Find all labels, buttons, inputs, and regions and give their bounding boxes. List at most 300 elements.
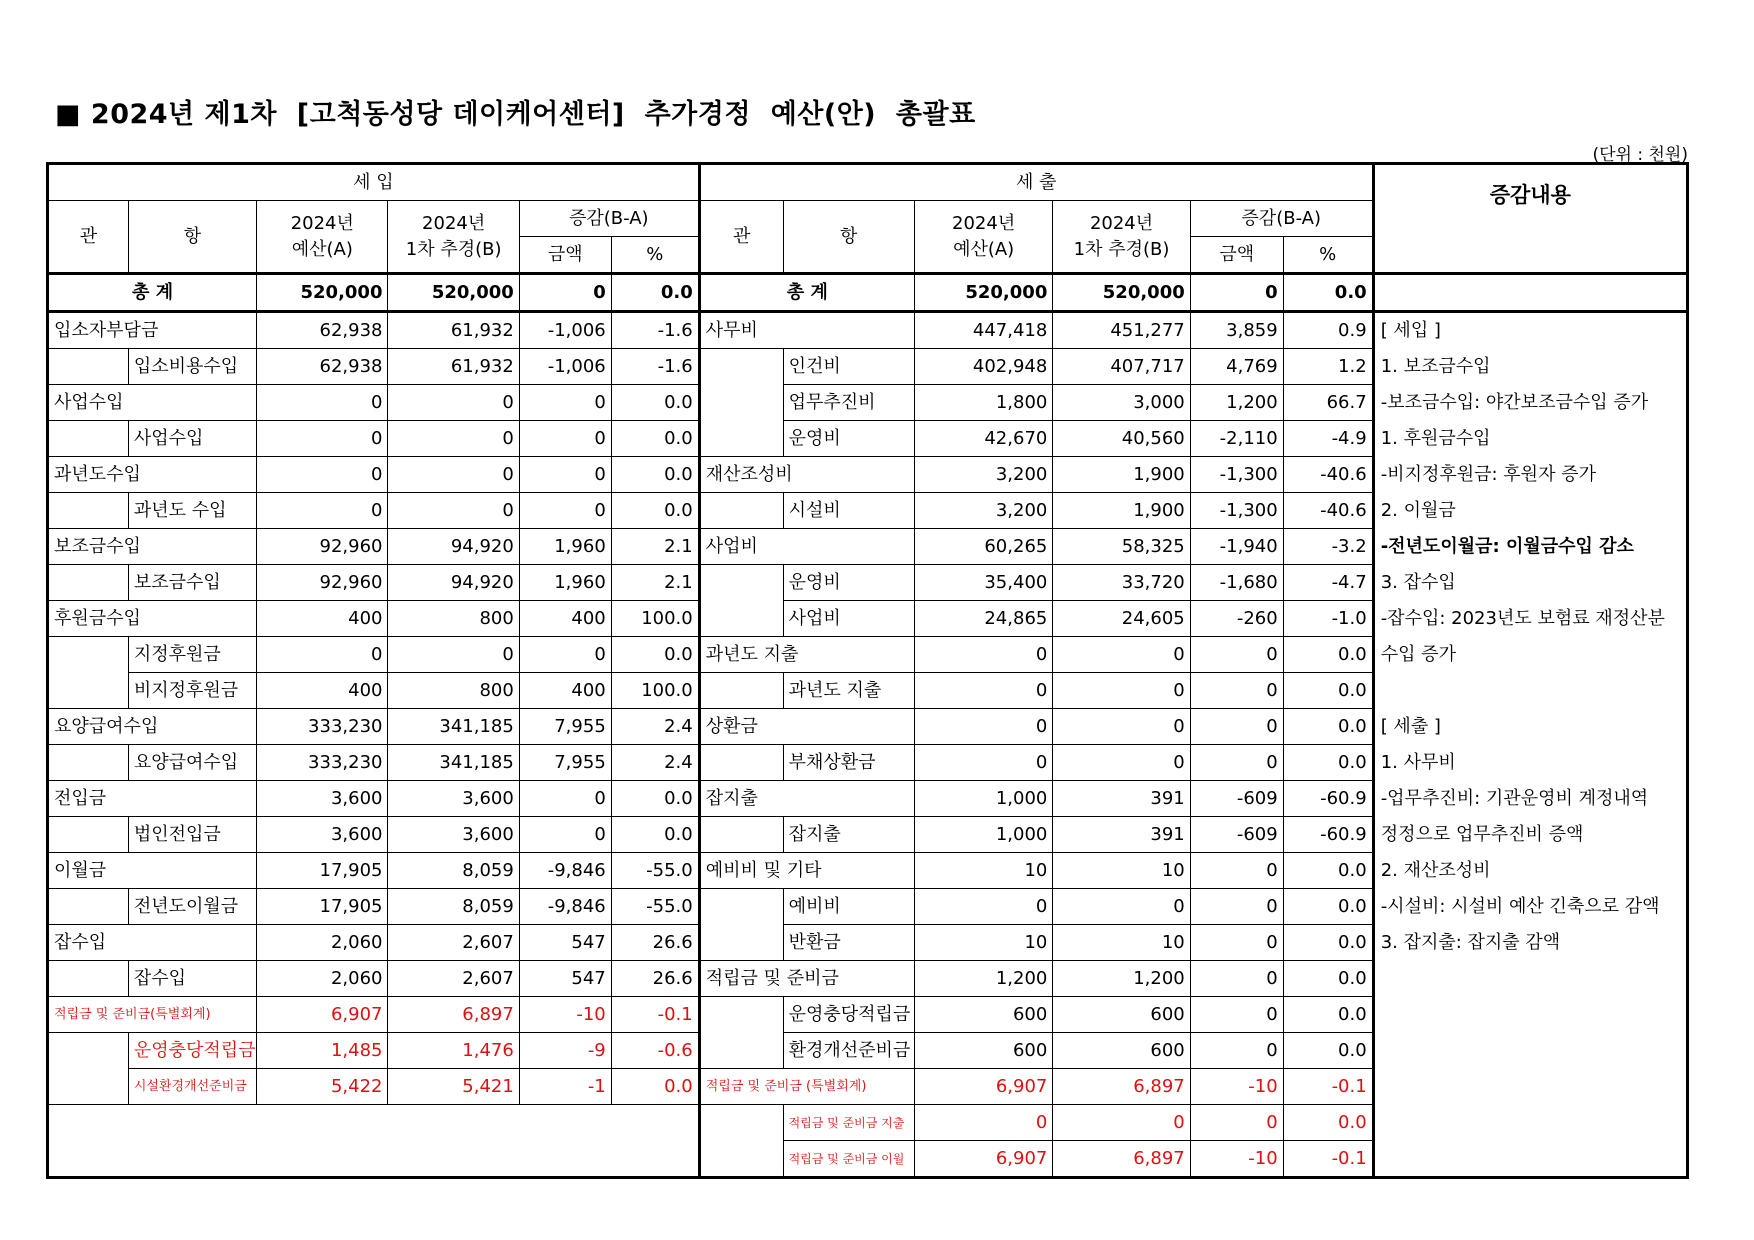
table-row	[48, 529, 1688, 565]
income-budget-b: 3,600	[388, 817, 519, 853]
income-budget-b: 0	[388, 637, 519, 673]
income-hang: 잡수입	[128, 961, 256, 997]
notes-line: -비지정후원금: 후원자 증가	[1373, 457, 1687, 493]
expense-gwan-blank	[699, 673, 783, 709]
income-budget-b: 0	[388, 457, 519, 493]
income-gwan: 적립금 및 준비금(특별회계)	[48, 997, 257, 1033]
income-gwan: 전입금	[48, 781, 257, 817]
expense-budget-b: 600	[1053, 1033, 1190, 1069]
expense-budget-b: 40,560	[1053, 421, 1190, 457]
expense-budget-a: 1,000	[914, 781, 1052, 817]
expense-hang: 환경개선준비금	[783, 1033, 914, 1069]
notes-line	[1373, 961, 1687, 997]
expense-gwan: 사업비	[699, 529, 914, 565]
table-row	[48, 1069, 1688, 1105]
expense-diff: -1,680	[1190, 565, 1283, 601]
notes-line: 2. 재산조성비	[1373, 853, 1687, 889]
expense-pct-header: %	[1283, 237, 1373, 274]
expense-pct: -60.9	[1283, 781, 1373, 817]
income-gwan-blank	[48, 1033, 129, 1069]
income-pct: -55.0	[611, 853, 699, 889]
expense-hang: 부채상환금	[783, 745, 914, 781]
income-pct: 0.0	[611, 1069, 699, 1105]
income-pct: 0.0	[611, 457, 699, 493]
income-budget-a: 62,938	[257, 349, 388, 385]
table-row	[48, 421, 1688, 457]
income-diff: 0	[519, 385, 611, 421]
table-row	[48, 925, 1688, 961]
expense-budget-b: 3,000	[1053, 385, 1190, 421]
expense-pct: -60.9	[1283, 817, 1373, 853]
table-row	[48, 961, 1688, 997]
income-gwan: 후원금수입	[48, 601, 257, 637]
income-budget-a: 3,600	[257, 781, 388, 817]
expense-diff: 4,769	[1190, 349, 1283, 385]
notes-line	[1373, 1033, 1687, 1069]
income-gwan-blank	[48, 889, 129, 925]
expense-budget-a: 6,907	[914, 1069, 1052, 1105]
income-budget-b: 61,932	[388, 312, 519, 349]
expense-diff: 0	[1190, 745, 1283, 781]
income-pct: 26.6	[611, 961, 699, 997]
expense-total-label: 총 계	[699, 274, 914, 312]
expense-pct: 0.0	[1283, 961, 1373, 997]
expense-budget-b: 1,900	[1053, 457, 1190, 493]
expense-budget-a: 600	[914, 997, 1052, 1033]
expense-diff: 0	[1190, 889, 1283, 925]
unit-label: (단위 : 천원)	[1592, 145, 1688, 165]
income-budget-a: 333,230	[257, 745, 388, 781]
income-gwan-blank	[48, 817, 129, 853]
table-row	[48, 889, 1688, 925]
expense-gwan-blank	[699, 1141, 783, 1178]
expense-gwan: 상환금	[699, 709, 914, 745]
income-diff: 1,960	[519, 529, 611, 565]
income-pct: 100.0	[611, 673, 699, 709]
expense-gwan: 사무비	[699, 312, 914, 349]
income-pct: 2.1	[611, 565, 699, 601]
income-budget-a: 0	[257, 493, 388, 529]
expense-gwan: 과년도 지출	[699, 637, 914, 673]
expense-gwan-blank	[699, 1033, 783, 1069]
income-diff: -1	[519, 1069, 611, 1105]
expense-budget-a-header: 2024년 예산(A)	[914, 201, 1052, 274]
income-pct: 0.0	[611, 637, 699, 673]
income-diff: 7,955	[519, 745, 611, 781]
income-budget-a: 400	[257, 601, 388, 637]
income-gwan: 입소자부담금	[48, 312, 257, 349]
expense-budget-b: 24,605	[1053, 601, 1190, 637]
expense-pct: -40.6	[1283, 457, 1373, 493]
expense-pct: 0.0	[1283, 637, 1373, 673]
income-pct: 100.0	[611, 601, 699, 637]
notes-line	[1373, 673, 1687, 709]
expense-pct: 0.0	[1283, 1033, 1373, 1069]
income-budget-b: 5,421	[388, 1069, 519, 1105]
income-gwan: 사업수입	[48, 385, 257, 421]
income-hang: 요양급여수입	[128, 745, 256, 781]
notes-line: 2. 이월금	[1373, 493, 1687, 529]
income-budget-b: 800	[388, 601, 519, 637]
income-gwan-blank	[48, 961, 129, 997]
table-row	[48, 637, 1688, 673]
notes-line	[1373, 1105, 1687, 1141]
notes-line: -잡수입: 2023년도 보험료 재정산분	[1373, 601, 1687, 637]
income-pct: 26.6	[611, 925, 699, 961]
expense-diff: 3,859	[1190, 312, 1283, 349]
expense-diff: 0	[1190, 673, 1283, 709]
expense-budget-a: 35,400	[914, 565, 1052, 601]
expense-diff: 0	[1190, 925, 1283, 961]
notes-line: [ 세출 ]	[1373, 709, 1687, 745]
expense-pct: -40.6	[1283, 493, 1373, 529]
income-diff: 547	[519, 961, 611, 997]
notes-header: 증감내용	[1373, 164, 1687, 274]
budget-summary-table	[46, 162, 1689, 1169]
income-budget-a: 3,600	[257, 817, 388, 853]
notes-line: [ 세입 ]	[1373, 312, 1687, 349]
income-budget-b: 0	[388, 421, 519, 457]
expense-budget-b: 1,900	[1053, 493, 1190, 529]
income-hang: 전년도이월금	[128, 889, 256, 925]
expense-total-b: 520,000	[1053, 274, 1190, 312]
income-blank-area	[48, 1105, 700, 1178]
expense-budget-a: 402,948	[914, 349, 1052, 385]
income-budget-b: 0	[388, 493, 519, 529]
expense-pct: 0.0	[1283, 997, 1373, 1033]
page-title: ■ 2024년 제1차 [고척동성당 데이케어센터] 추가경정 예산(안) 총괄표	[55, 99, 976, 130]
table-row	[48, 457, 1688, 493]
income-gwan-blank	[48, 565, 129, 601]
expense-budget-a: 3,200	[914, 457, 1052, 493]
income-total-pct: 0.0	[611, 274, 699, 312]
income-diff: 1,960	[519, 565, 611, 601]
income-budget-a: 17,905	[257, 889, 388, 925]
income-budget-b: 0	[388, 385, 519, 421]
income-pct: -0.6	[611, 1033, 699, 1069]
expense-budget-b: 0	[1053, 709, 1190, 745]
income-budget-a: 2,060	[257, 925, 388, 961]
income-hang: 보조금수입	[128, 565, 256, 601]
expense-diff: -10	[1190, 1141, 1283, 1178]
expense-budget-b: 10	[1053, 853, 1190, 889]
expense-budget-b: 407,717	[1053, 349, 1190, 385]
expense-gwan-blank	[699, 745, 783, 781]
income-gwan-blank	[48, 349, 129, 385]
table-row	[48, 385, 1688, 421]
table-row	[48, 853, 1688, 889]
expense-diff: -609	[1190, 817, 1283, 853]
table-row	[48, 709, 1688, 745]
expense-budget-a: 0	[914, 637, 1052, 673]
expense-budget-b: 600	[1053, 997, 1190, 1033]
expense-hang: 운영비	[783, 565, 914, 601]
expense-hang: 업무추진비	[783, 385, 914, 421]
income-gwan-blank	[48, 1069, 129, 1105]
income-hang: 법인전입금	[128, 817, 256, 853]
expense-diff-header: 증감(B-A)	[1190, 201, 1373, 237]
expense-budget-b: 391	[1053, 817, 1190, 853]
notes-line	[1373, 1141, 1687, 1178]
income-hang: 과년도 수입	[128, 493, 256, 529]
income-pct: -1.6	[611, 312, 699, 349]
expense-diff: 0	[1190, 853, 1283, 889]
notes-line: 1. 보조금수입	[1373, 349, 1687, 385]
income-gwan-blank	[48, 745, 129, 781]
expense-diff: 0	[1190, 637, 1283, 673]
expense-gwan-header: 관	[699, 201, 783, 274]
expense-pct: -4.9	[1283, 421, 1373, 457]
table-row	[48, 312, 1688, 349]
expense-budget-b: 0	[1053, 637, 1190, 673]
expense-budget-b-header: 2024년 1차 추경(B)	[1053, 201, 1190, 274]
expense-budget-b: 0	[1053, 745, 1190, 781]
expense-diff: 0	[1190, 997, 1283, 1033]
expense-diff: -260	[1190, 601, 1283, 637]
income-gwan-blank	[48, 637, 129, 673]
income-pct: 0.0	[611, 421, 699, 457]
income-budget-a: 333,230	[257, 709, 388, 745]
income-diff: -9,846	[519, 889, 611, 925]
notes-total-blank	[1373, 274, 1687, 312]
table-row	[48, 997, 1688, 1033]
expense-budget-a: 1,000	[914, 817, 1052, 853]
expense-budget-a: 6,907	[914, 1141, 1052, 1178]
expense-budget-b: 58,325	[1053, 529, 1190, 565]
income-diff: -1,006	[519, 312, 611, 349]
expense-budget-a: 0	[914, 673, 1052, 709]
notes-line: 1. 사무비	[1373, 745, 1687, 781]
income-budget-a: 0	[257, 637, 388, 673]
expense-pct: -4.7	[1283, 565, 1373, 601]
expense-budget-a: 0	[914, 709, 1052, 745]
expense-budget-b: 1,200	[1053, 961, 1190, 997]
expense-hang: 반환금	[783, 925, 914, 961]
income-budget-a: 400	[257, 673, 388, 709]
expense-gwan-blank	[699, 1105, 783, 1141]
income-pct: 2.1	[611, 529, 699, 565]
income-pct: 0.0	[611, 817, 699, 853]
income-pct: 0.0	[611, 781, 699, 817]
expense-gwan: 재산조성비	[699, 457, 914, 493]
expense-pct: -0.1	[1283, 1069, 1373, 1105]
expense-hang: 과년도 지출	[783, 673, 914, 709]
notes-line: -시설비: 시설비 예산 긴축으로 감액	[1373, 889, 1687, 925]
expense-hang-header: 항	[783, 201, 914, 274]
expense-pct: 0.0	[1283, 925, 1373, 961]
income-total-a: 520,000	[257, 274, 388, 312]
notes-line: -업무추진비: 기관운영비 계정내역	[1373, 781, 1687, 817]
expense-budget-b: 0	[1053, 673, 1190, 709]
expense-pct: -3.2	[1283, 529, 1373, 565]
notes-line	[1373, 997, 1687, 1033]
income-budget-b: 800	[388, 673, 519, 709]
income-budget-b: 94,920	[388, 529, 519, 565]
income-diff-header: 증감(B-A)	[519, 201, 699, 237]
expense-diff: 0	[1190, 961, 1283, 997]
expense-budget-b: 391	[1053, 781, 1190, 817]
expense-gwan-blank	[699, 997, 783, 1033]
income-budget-a: 17,905	[257, 853, 388, 889]
income-diff: 0	[519, 781, 611, 817]
expense-total-diff: 0	[1190, 274, 1283, 312]
expense-pct: 0.0	[1283, 853, 1373, 889]
expense-budget-b: 6,897	[1053, 1141, 1190, 1178]
income-diff: -9,846	[519, 853, 611, 889]
table-row	[48, 817, 1688, 853]
expense-hang: 사업비	[783, 601, 914, 637]
expense-total-pct: 0.0	[1283, 274, 1373, 312]
expense-pct: -0.1	[1283, 1141, 1373, 1178]
income-diff: 0	[519, 493, 611, 529]
expense-hang: 운영충당적립금	[783, 997, 914, 1033]
income-budget-b: 3,600	[388, 781, 519, 817]
income-total-diff: 0	[519, 274, 611, 312]
income-pct: 0.0	[611, 385, 699, 421]
expense-pct: 0.0	[1283, 673, 1373, 709]
table-row	[48, 1033, 1688, 1069]
income-diff: 0	[519, 457, 611, 493]
expense-budget-a: 10	[914, 853, 1052, 889]
expense-budget-a: 0	[914, 889, 1052, 925]
income-budget-b: 341,185	[388, 745, 519, 781]
income-hang-header: 항	[128, 201, 256, 274]
income-budget-a: 0	[257, 457, 388, 493]
expense-pct: 0.0	[1283, 745, 1373, 781]
income-budget-a: 0	[257, 385, 388, 421]
income-budget-a: 2,060	[257, 961, 388, 997]
table-row	[48, 673, 1688, 709]
income-budget-a: 62,938	[257, 312, 388, 349]
income-diff: 0	[519, 421, 611, 457]
expense-gwan-blank	[699, 385, 783, 421]
income-budget-b: 6,897	[388, 997, 519, 1033]
expense-budget-a: 10	[914, 925, 1052, 961]
table-row	[48, 601, 1688, 637]
income-pct: 2.4	[611, 745, 699, 781]
income-budget-b: 341,185	[388, 709, 519, 745]
income-pct: -1.6	[611, 349, 699, 385]
expense-budget-b: 0	[1053, 1105, 1190, 1141]
expense-budget-a: 3,200	[914, 493, 1052, 529]
income-gwan: 요양급여수입	[48, 709, 257, 745]
expense-hang: 예비비	[783, 889, 914, 925]
expense-hang: 잡지출	[783, 817, 914, 853]
income-pct: 2.4	[611, 709, 699, 745]
notes-line	[1373, 1069, 1687, 1105]
expense-gwan: 예비비 및 기타	[699, 853, 914, 889]
income-total-b: 520,000	[388, 274, 519, 312]
income-budget-a: 92,960	[257, 565, 388, 601]
expense-gwan-blank	[699, 349, 783, 385]
income-budget-a: 1,485	[257, 1033, 388, 1069]
expense-diff: 1,200	[1190, 385, 1283, 421]
expense-budget-b: 451,277	[1053, 312, 1190, 349]
income-budget-a-header: 2024년 예산(A)	[257, 201, 388, 274]
notes-line: 3. 잡지출: 잡지출 감액	[1373, 925, 1687, 961]
income-pct: -55.0	[611, 889, 699, 925]
expense-pct: 0.9	[1283, 312, 1373, 349]
income-budget-b: 2,607	[388, 925, 519, 961]
income-diff: -10	[519, 997, 611, 1033]
income-hang: 지정후원금	[128, 637, 256, 673]
expense-budget-a: 0	[914, 1105, 1052, 1141]
expense-diff: -10	[1190, 1069, 1283, 1105]
table-row	[48, 1105, 1688, 1141]
income-gwan: 보조금수입	[48, 529, 257, 565]
expense-amount-header: 금액	[1190, 237, 1283, 274]
expense-diff: 0	[1190, 1105, 1283, 1141]
income-diff: 400	[519, 673, 611, 709]
table-row	[48, 745, 1688, 781]
income-gwan-blank	[48, 493, 129, 529]
expense-diff: -1,940	[1190, 529, 1283, 565]
income-diff: -1,006	[519, 349, 611, 385]
income-hang: 비지정후원금	[128, 673, 256, 709]
expense-budget-b: 0	[1053, 889, 1190, 925]
income-budget-a: 0	[257, 421, 388, 457]
expense-diff: -2,110	[1190, 421, 1283, 457]
income-gwan: 잡수입	[48, 925, 257, 961]
notes-line: -전년도이월금: 이월금수입 감소	[1373, 529, 1687, 565]
expense-pct: 0.0	[1283, 709, 1373, 745]
income-diff: 0	[519, 637, 611, 673]
expense-gwan: 잡지출	[699, 781, 914, 817]
income-budget-b: 61,932	[388, 349, 519, 385]
expense-hang: 시설비	[783, 493, 914, 529]
income-amount-header: 금액	[519, 237, 611, 274]
income-budget-a: 5,422	[257, 1069, 388, 1105]
expense-hang: 운영비	[783, 421, 914, 457]
income-hang: 입소비용수입	[128, 349, 256, 385]
expense-budget-a: 42,670	[914, 421, 1052, 457]
income-hang: 운영충당적립금	[128, 1033, 256, 1069]
expense-gwan-blank	[699, 817, 783, 853]
income-gwan: 이월금	[48, 853, 257, 889]
expense-gwan-blank	[699, 925, 783, 961]
expense-gwan-blank	[699, 601, 783, 637]
expense-budget-a: 0	[914, 745, 1052, 781]
table-row	[48, 781, 1688, 817]
expense-budget-a: 24,865	[914, 601, 1052, 637]
income-budget-b-header: 2024년 1차 추경(B)	[388, 201, 519, 274]
expense-gwan-blank	[699, 493, 783, 529]
notes-line: 1. 후원금수입	[1373, 421, 1687, 457]
table-row	[48, 493, 1688, 529]
notes-line: -보조금수입: 야간보조금수입 증가	[1373, 385, 1687, 421]
notes-line: 수입 증가	[1373, 637, 1687, 673]
income-diff: 7,955	[519, 709, 611, 745]
income-gwan-blank	[48, 673, 129, 709]
notes-line: 정정으로 업무추진비 증액	[1373, 817, 1687, 853]
income-gwan: 과년도수입	[48, 457, 257, 493]
income-diff: 0	[519, 817, 611, 853]
income-diff: -9	[519, 1033, 611, 1069]
income-budget-b: 8,059	[388, 889, 519, 925]
income-budget-b: 2,607	[388, 961, 519, 997]
income-budget-b: 94,920	[388, 565, 519, 601]
expense-diff: 0	[1190, 1033, 1283, 1069]
expense-pct: 1.2	[1283, 349, 1373, 385]
income-gwan-blank	[48, 421, 129, 457]
income-budget-a: 6,907	[257, 997, 388, 1033]
income-total-label: 총 계	[48, 274, 257, 312]
expense-budget-b: 6,897	[1053, 1069, 1190, 1105]
expense-hang: 적립금 및 준비금 지출	[783, 1105, 914, 1141]
expense-budget-a: 600	[914, 1033, 1052, 1069]
expense-gwan: 적립금 및 준비금 (특별회계)	[699, 1069, 914, 1105]
expense-pct: 0.0	[1283, 889, 1373, 925]
